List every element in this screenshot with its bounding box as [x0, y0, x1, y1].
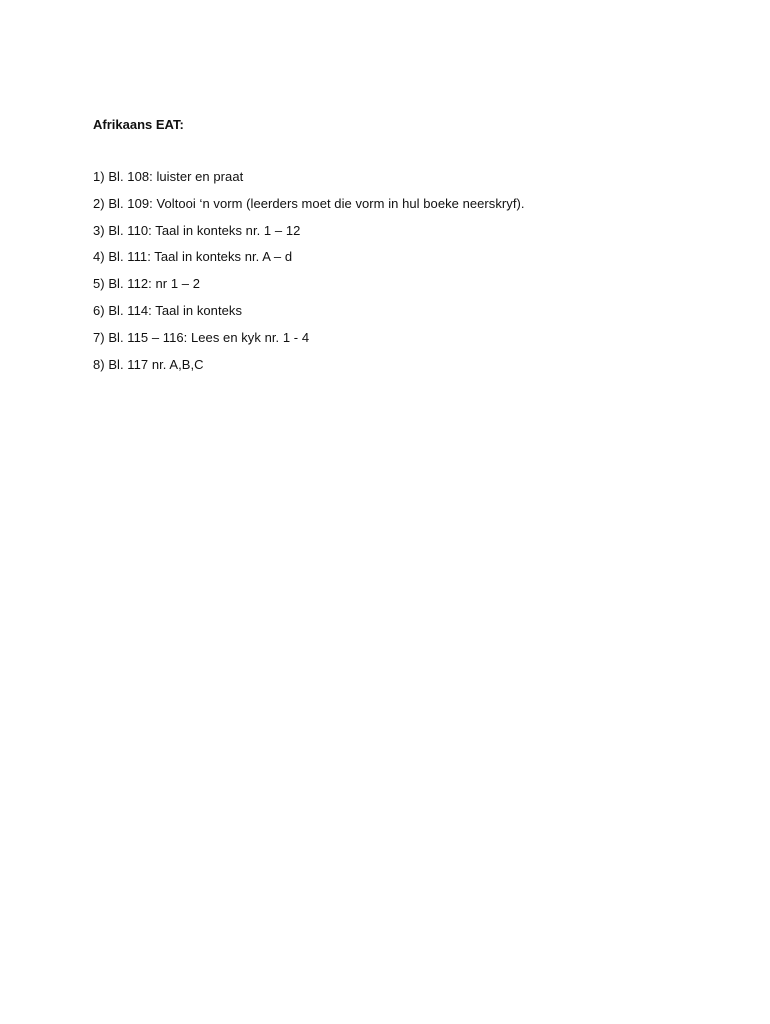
task-item: 3) Bl. 110: Taal in konteks nr. 1 – 12 — [93, 222, 301, 238]
task-list — [93, 168, 525, 382]
task-item: 8) Bl. 117 nr. A,B,C — [93, 356, 204, 372]
task-item: 1) Bl. 108: luister en praat — [93, 169, 244, 184]
task-item: 7) Bl. 115 – 116: Lees en kyk nr. 1 - 4 — [93, 329, 310, 345]
task-item: 4) Bl. 111: Taal in konteks nr. A – d — [93, 249, 293, 265]
task-item: 2) Bl. 109: Voltooi ‘n vorm (leerders moet die vorm in hul boeke neerskryf). — [93, 195, 525, 211]
document-title: Afrikaans EAT: — [93, 117, 184, 132]
task-item: 5) Bl. 112: nr 1 – 2 — [93, 276, 200, 292]
task-item: 6) Bl. 114: Taal in konteks — [93, 302, 243, 318]
